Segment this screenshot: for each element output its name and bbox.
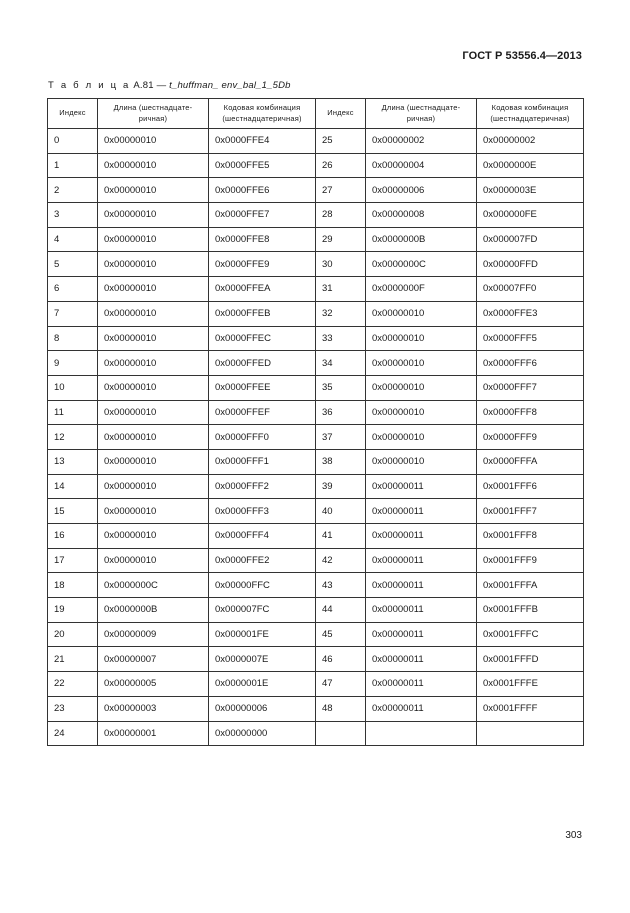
table-row — [48, 252, 584, 277]
length-cell: 0x00000011 — [366, 499, 477, 524]
codeword-cell: 0x0000FFE4 — [209, 129, 316, 154]
codeword-cell: 0x0001FFF7 — [477, 499, 584, 524]
codeword-cell: 0x0001FFFB — [477, 598, 584, 623]
length-cell: 0x00000010 — [366, 425, 477, 450]
length-cell: 0x00000005 — [98, 672, 209, 697]
index-cell: 33 — [316, 326, 366, 351]
index-cell: 1 — [48, 153, 98, 178]
table-row — [48, 449, 584, 474]
length-cell: 0x00000010 — [98, 400, 209, 425]
index-cell: 48 — [316, 696, 366, 721]
index-cell: 15 — [48, 499, 98, 524]
table-row — [48, 524, 584, 549]
length-cell: 0x00000011 — [366, 672, 477, 697]
codeword-cell: 0x0000FFE3 — [477, 301, 584, 326]
index-cell: 26 — [316, 153, 366, 178]
codeword-cell: 0x00000FFD — [477, 252, 584, 277]
codeword-cell: 0x0000003E — [477, 178, 584, 203]
huffman-table — [47, 98, 584, 746]
table-row — [48, 203, 584, 228]
codeword-cell: 0x0001FFFC — [477, 622, 584, 647]
codeword-cell: 0x0000FFE6 — [209, 178, 316, 203]
length-cell: 0x00000011 — [366, 622, 477, 647]
table-row — [48, 573, 584, 598]
length-cell: 0x00000010 — [366, 326, 477, 351]
table-header-row — [48, 99, 584, 129]
codeword-cell: 0x0000FFF7 — [477, 375, 584, 400]
index-cell: 40 — [316, 499, 366, 524]
table-row — [48, 622, 584, 647]
index-cell: 27 — [316, 178, 366, 203]
index-cell — [316, 721, 366, 746]
index-cell: 25 — [316, 129, 366, 154]
document-standard-header: ГОСТ Р 53556.4—2013 — [462, 50, 582, 62]
index-cell: 29 — [316, 227, 366, 252]
table-row — [48, 696, 584, 721]
table-row — [48, 129, 584, 154]
index-cell: 32 — [316, 301, 366, 326]
index-cell: 21 — [48, 647, 98, 672]
index-cell: 10 — [48, 375, 98, 400]
codeword-cell: 0x0000FFF5 — [477, 326, 584, 351]
codeword-cell: 0x000007FD — [477, 227, 584, 252]
length-cell: 0x00000010 — [366, 351, 477, 376]
table-caption — [48, 80, 291, 91]
codeword-cell: 0x00007FF0 — [477, 277, 584, 302]
codeword-cell: 0x0001FFFE — [477, 672, 584, 697]
index-cell: 42 — [316, 548, 366, 573]
index-cell: 2 — [48, 178, 98, 203]
index-cell: 24 — [48, 721, 98, 746]
index-cell: 47 — [316, 672, 366, 697]
index-cell: 0 — [48, 129, 98, 154]
index-cell: 13 — [48, 449, 98, 474]
length-cell: 0x00000010 — [98, 252, 209, 277]
codeword-cell: 0x0000FFF4 — [209, 524, 316, 549]
codeword-cell: 0x0000FFF8 — [477, 400, 584, 425]
length-cell: 0x0000000C — [98, 573, 209, 598]
codeword-cell: 0x0000FFFA — [477, 449, 584, 474]
length-cell: 0x00000011 — [366, 573, 477, 598]
table-row — [48, 277, 584, 302]
index-cell: 20 — [48, 622, 98, 647]
length-cell: 0x00000010 — [98, 203, 209, 228]
index-cell: 41 — [316, 524, 366, 549]
index-cell: 44 — [316, 598, 366, 623]
index-cell: 16 — [48, 524, 98, 549]
table-row — [48, 598, 584, 623]
codeword-cell: 0x0001FFF9 — [477, 548, 584, 573]
table-row — [48, 672, 584, 697]
table-caption-name: t_huffman_ env_bal_1_5Db — [169, 80, 291, 91]
codeword-cell: 0x0001FFFD — [477, 647, 584, 672]
codeword-cell: 0x0001FFFA — [477, 573, 584, 598]
codeword-cell: 0x0000FFE8 — [209, 227, 316, 252]
codeword-cell: 0x00000FFC — [209, 573, 316, 598]
codeword-cell: 0x0000000E — [477, 153, 584, 178]
index-cell: 8 — [48, 326, 98, 351]
table-row — [48, 400, 584, 425]
codeword-cell: 0x0000FFE5 — [209, 153, 316, 178]
table-caption-prefix: Т а б л и ц а — [48, 80, 131, 91]
length-cell: 0x0000000B — [366, 227, 477, 252]
codeword-cell: 0x0000FFE2 — [209, 548, 316, 573]
length-cell: 0x00000010 — [98, 277, 209, 302]
page-number: 303 — [565, 830, 582, 841]
table-row — [48, 153, 584, 178]
codeword-cell: 0x0000FFEA — [209, 277, 316, 302]
codeword-cell: 0x0000FFF1 — [209, 449, 316, 474]
codeword-cell: 0x0000FFE9 — [209, 252, 316, 277]
index-cell: 3 — [48, 203, 98, 228]
length-cell: 0x00000002 — [366, 129, 477, 154]
table-row — [48, 178, 584, 203]
table-row — [48, 499, 584, 524]
table-row — [48, 326, 584, 351]
index-cell: 18 — [48, 573, 98, 598]
length-cell: 0x00000010 — [98, 178, 209, 203]
index-cell: 31 — [316, 277, 366, 302]
length-cell: 0x00000008 — [366, 203, 477, 228]
length-cell: 0x00000010 — [98, 375, 209, 400]
length-cell: 0x00000001 — [98, 721, 209, 746]
index-cell: 23 — [48, 696, 98, 721]
codeword-cell: 0x0000FFEB — [209, 301, 316, 326]
length-cell: 0x00000010 — [98, 153, 209, 178]
table-row — [48, 227, 584, 252]
codeword-cell: 0x000000FE — [477, 203, 584, 228]
column-header-length: Длина (шестнадцате-ричная) — [98, 99, 209, 129]
index-cell: 19 — [48, 598, 98, 623]
codeword-cell: 0x0000001E — [209, 672, 316, 697]
index-cell: 35 — [316, 375, 366, 400]
index-cell: 17 — [48, 548, 98, 573]
index-cell: 22 — [48, 672, 98, 697]
length-cell: 0x00000003 — [98, 696, 209, 721]
index-cell: 37 — [316, 425, 366, 450]
index-cell: 28 — [316, 203, 366, 228]
length-cell: 0x00000010 — [98, 499, 209, 524]
codeword-cell: 0x0001FFF6 — [477, 474, 584, 499]
index-cell: 5 — [48, 252, 98, 277]
length-cell: 0x0000000F — [366, 277, 477, 302]
codeword-cell: 0x0000FFF3 — [209, 499, 316, 524]
table-row — [48, 425, 584, 450]
length-cell: 0x0000000B — [98, 598, 209, 623]
codeword-cell: 0x00000006 — [209, 696, 316, 721]
codeword-cell: 0x0000FFEF — [209, 400, 316, 425]
index-cell: 6 — [48, 277, 98, 302]
length-cell — [366, 721, 477, 746]
table-row — [48, 548, 584, 573]
index-cell: 39 — [316, 474, 366, 499]
index-cell: 36 — [316, 400, 366, 425]
length-cell: 0x00000010 — [366, 375, 477, 400]
codeword-cell: 0x0001FFFF — [477, 696, 584, 721]
table-row — [48, 721, 584, 746]
index-cell: 46 — [316, 647, 366, 672]
length-cell: 0x00000010 — [366, 449, 477, 474]
length-cell: 0x00000010 — [98, 129, 209, 154]
codeword-cell: 0x00000000 — [209, 721, 316, 746]
length-cell: 0x00000011 — [366, 696, 477, 721]
codeword-cell: 0x0000FFF9 — [477, 425, 584, 450]
length-cell: 0x00000010 — [98, 474, 209, 499]
codeword-cell: 0x00000002 — [477, 129, 584, 154]
length-cell: 0x00000010 — [98, 351, 209, 376]
codeword-cell: 0x0000007E — [209, 647, 316, 672]
length-cell: 0x00000011 — [366, 647, 477, 672]
length-cell: 0x00000004 — [366, 153, 477, 178]
length-cell: 0x00000010 — [98, 524, 209, 549]
index-cell: 38 — [316, 449, 366, 474]
table-row — [48, 375, 584, 400]
length-cell: 0x00000010 — [366, 301, 477, 326]
length-cell: 0x00000007 — [98, 647, 209, 672]
column-header-codeword: Кодовая комбинация (шестнадцатеричная) — [209, 99, 316, 129]
length-cell: 0x00000010 — [98, 301, 209, 326]
length-cell: 0x00000010 — [98, 326, 209, 351]
index-cell: 34 — [316, 351, 366, 376]
index-cell: 30 — [316, 252, 366, 277]
codeword-cell: 0x000007FC — [209, 598, 316, 623]
table-row — [48, 351, 584, 376]
length-cell: 0x00000010 — [366, 400, 477, 425]
codeword-cell: 0x0000FFEE — [209, 375, 316, 400]
length-cell: 0x00000006 — [366, 178, 477, 203]
length-cell: 0x0000000C — [366, 252, 477, 277]
length-cell: 0x00000010 — [98, 548, 209, 573]
length-cell: 0x00000011 — [366, 598, 477, 623]
index-cell: 14 — [48, 474, 98, 499]
table-row — [48, 474, 584, 499]
length-cell: 0x00000009 — [98, 622, 209, 647]
codeword-cell: 0x0000FFE7 — [209, 203, 316, 228]
index-cell: 45 — [316, 622, 366, 647]
column-header-index: Индекс — [48, 99, 98, 129]
codeword-cell: 0x0000FFED — [209, 351, 316, 376]
codeword-cell: 0x0000FFF6 — [477, 351, 584, 376]
codeword-cell: 0x000001FE — [209, 622, 316, 647]
index-cell: 9 — [48, 351, 98, 376]
length-cell: 0x00000011 — [366, 524, 477, 549]
length-cell: 0x00000010 — [98, 425, 209, 450]
codeword-cell: 0x0000FFEC — [209, 326, 316, 351]
table-row — [48, 647, 584, 672]
codeword-cell — [477, 721, 584, 746]
index-cell: 43 — [316, 573, 366, 598]
table-caption-number: A.81 — — [133, 80, 167, 91]
table-row — [48, 301, 584, 326]
table-body — [48, 129, 584, 746]
index-cell: 4 — [48, 227, 98, 252]
index-cell: 7 — [48, 301, 98, 326]
column-header-length: Длина (шестнадцате-ричная) — [366, 99, 477, 129]
length-cell: 0x00000010 — [98, 449, 209, 474]
index-cell: 12 — [48, 425, 98, 450]
codeword-cell: 0x0001FFF8 — [477, 524, 584, 549]
length-cell: 0x00000010 — [98, 227, 209, 252]
codeword-cell: 0x0000FFF2 — [209, 474, 316, 499]
index-cell: 11 — [48, 400, 98, 425]
codeword-cell: 0x0000FFF0 — [209, 425, 316, 450]
length-cell: 0x00000011 — [366, 548, 477, 573]
column-header-codeword: Кодовая комбинация (шестнадцатеричная) — [477, 99, 584, 129]
column-header-index: Индекс — [316, 99, 366, 129]
length-cell: 0x00000011 — [366, 474, 477, 499]
